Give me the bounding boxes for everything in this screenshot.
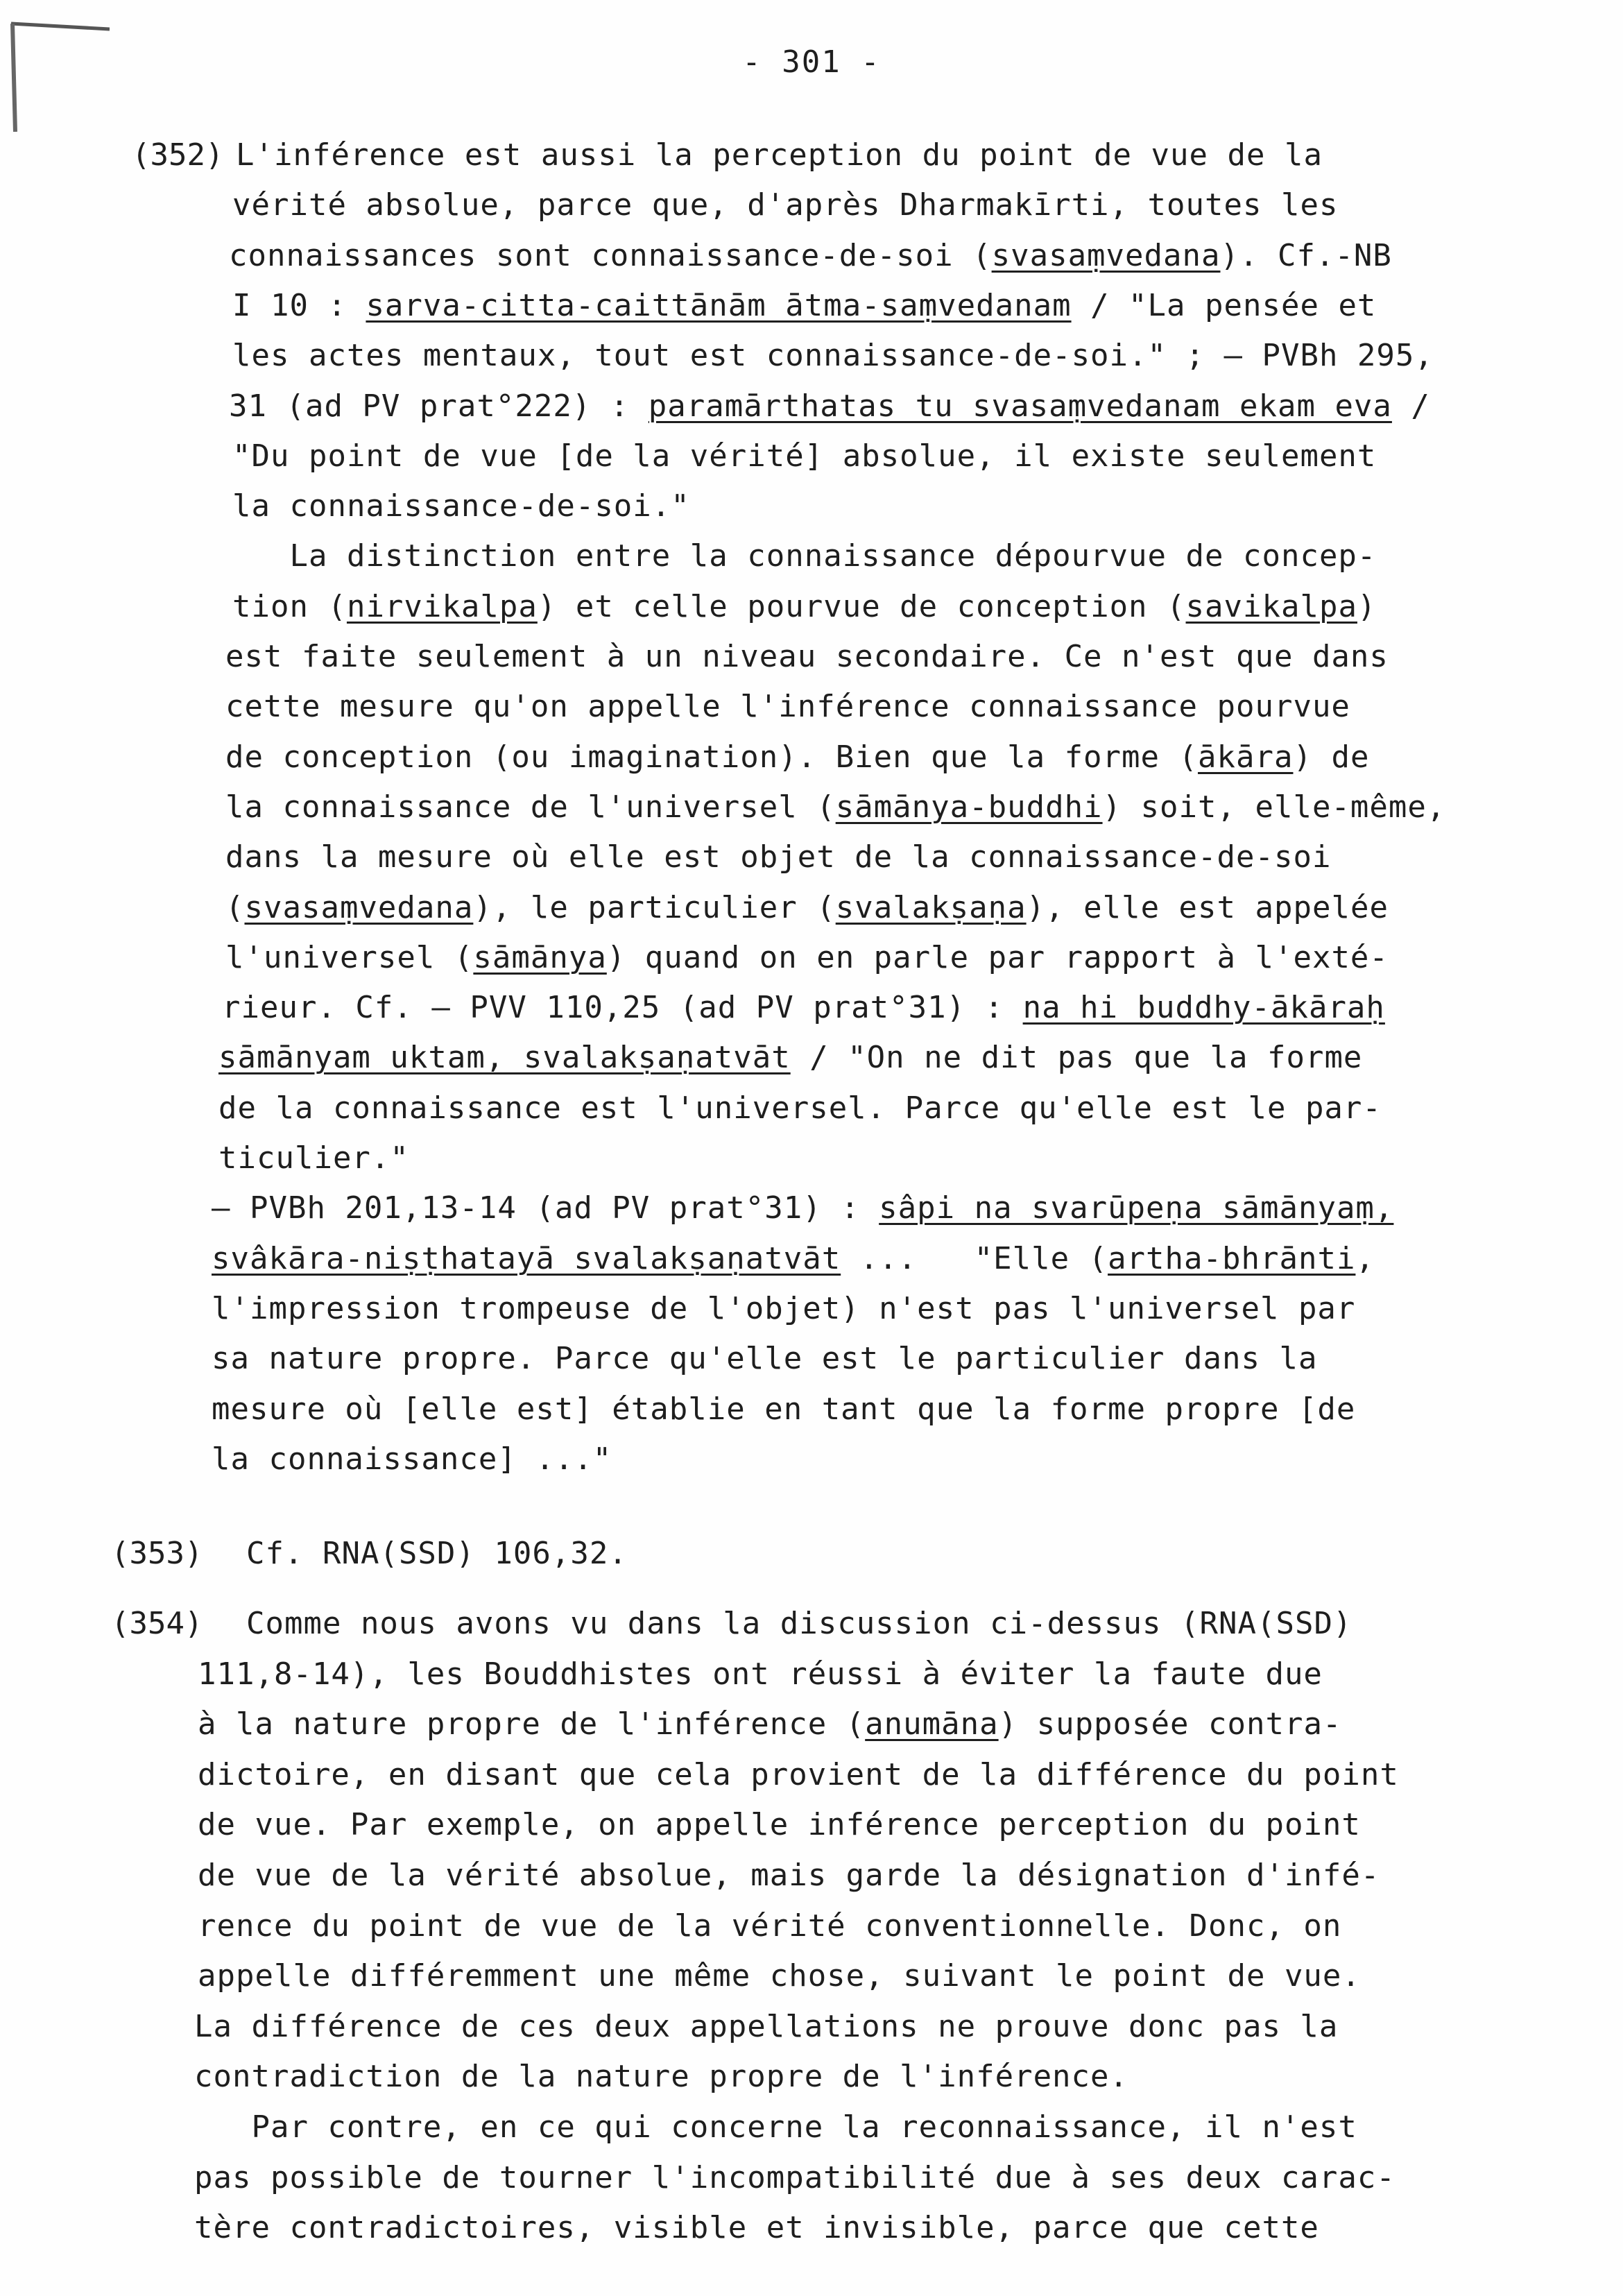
text-segment: L'inférence est aussi la perception du point de vue de la [236,137,1323,173]
text-line [194,2009,1338,2045]
text-line [222,990,1385,1026]
text-segment: tère contradictoires, visible et invisible, parce que cette [194,2210,1319,2245]
text-segment: , [1355,1241,1375,1276]
text-line [229,238,1392,274]
text-segment: pas possible de tourner l'incompatibilité due à ses deux carac- [194,2160,1396,2195]
text-line [198,1958,1361,1994]
text-line [198,1858,1380,1894]
text-line [198,1807,1361,1843]
text-line [232,338,1434,374]
text-segment: rence du point de vue de la vérité conventionnelle. Donc, on [198,1908,1342,1944]
text-segment: Par contre, en ce qui concerne la reconnaissance, il n'est [194,2109,1357,2145]
underlined-term: svasaṃvedana [991,238,1221,273]
underlined-term: anumāna [865,1706,999,1742]
text-line [225,639,1389,675]
text-line [212,1341,1317,1377]
text-segment: ) soit, elle-même, [1102,789,1446,825]
text-segment: de vue. Par exemple, on appelle inférence perception du point [198,1807,1361,1842]
text-line [212,1241,1375,1277]
text-line [232,589,1376,625]
text-segment: Cf. RNA(SSD) 106,32. [246,1536,628,1571]
text-line [225,890,1389,926]
underlined-term: svasaṃvedana [244,890,474,925]
text-segment: de conception (ou imagination). Bien que la forme ( [225,739,1199,775]
text-line [212,1391,1355,1428]
underlined-term: paramārthatas tu svasaṃvedanam ekam eva [648,388,1392,424]
text-line [212,1441,612,1477]
underlined-term: artha-bhrānti [1108,1241,1356,1276]
underlined-term: svâkāra-niṣṭhatayā svalakṣaṇatvāt [212,1241,841,1276]
text-line [225,789,1445,825]
text-line [194,2210,1319,2246]
text-line [194,2109,1357,2145]
text-line [198,1706,1341,1742]
text-segment: ) supposée contra- [998,1706,1342,1742]
text-segment: contradiction de la nature propre de l'inférence. [194,2059,1129,2094]
underlined-term: nirvikalpa [346,589,538,624]
text-segment: cette mesure qu'on appelle l'inférence connaissance pourvue [225,689,1350,724]
text-line [232,288,1376,324]
text-segment: de vue de la vérité absolue, mais garde la désignation d'infé- [198,1858,1380,1893]
text-line [229,388,1430,425]
text-line [232,488,690,524]
text-line [225,839,1331,875]
text-segment: connaissances sont connaissance-de-soi ( [229,238,992,273]
text-segment: est faite seulement à un niveau secondaire. Ce n'est que dans [225,639,1389,674]
text-line [218,1140,409,1176]
text-line [218,1090,1382,1126]
text-segment: rieur. Cf. – PVV 110,25 (ad PV prat°31) : [222,990,1023,1025]
text-line [232,438,1376,474]
underlined-term: svalakṣaṇa [835,890,1027,925]
text-segment: La différence de ces deux appellations ne prouve donc pas la [194,2009,1339,2044]
text-segment: ) quand on en parle par rapport à l'exté- [606,940,1389,975]
text-segment: ticulier." [218,1140,409,1176]
text-line [232,187,1338,223]
text-segment: sa nature propre. Parce qu'elle est le particulier dans la [212,1341,1318,1376]
page-number: - 301 - [742,44,881,80]
text-line [218,1040,1362,1076]
text-segment: appelle différemment une même chose, suivant le point de vue. [198,1958,1361,1994]
text-segment: Comme nous avons vu dans la discussion ci-dessus (RNA(SSD) [246,1606,1352,1641]
text-segment: mesure où [elle est] établie en tant que la forme propre [de [212,1391,1356,1427]
text-segment: la connaissance-de-soi." [232,488,690,524]
text-line [198,1656,1323,1693]
text-segment: tion ( [232,589,347,624]
underlined-term: sāmānyam uktam, svalakṣaṇatvāt [218,1040,791,1075]
underlined-term: na hi buddhy-ākāraḥ [1022,990,1385,1025]
text-line [232,538,1376,574]
text-segment: ), le particulier ( [473,890,836,925]
text-line [198,1757,1399,1793]
text-segment: la connaissance] ..." [212,1441,612,1477]
text-line [236,137,1323,173]
text-line [194,2160,1396,2196]
text-segment: ( [225,890,245,925]
text-segment: les actes mentaux, tout est connaissance-de-soi." ; – PVBh 295, [232,338,1434,373]
underlined-term: sāmānya-buddhi [835,789,1103,825]
text-segment: / [1391,388,1430,424]
text-line [225,739,1369,776]
text-segment: de la connaissance est l'universel. Parce qu'elle est le par- [218,1090,1382,1126]
text-segment: l'impression trompeuse de l'objet) n'est pas l'universel par [212,1291,1356,1326]
text-segment: l'universel ( [225,940,474,975]
text-segment: à la nature propre de l'inférence ( [198,1706,866,1742]
text-segment: la connaissance de l'universel ( [225,789,836,825]
text-line [246,1536,628,1572]
text-line [198,1908,1341,1944]
text-segment: I 10 : [232,288,366,323]
text-line [212,1190,1393,1226]
text-segment: 111,8-14), les Bouddhistes ont réussi à éviter la faute due [198,1656,1323,1692]
underlined-term: savikalpa [1185,589,1357,624]
text-segment: dictoire, en disant que cela provient de la différence du point [198,1757,1399,1792]
note-number: (352) [132,137,224,173]
text-segment: 31 (ad PV prat°222) : [229,388,649,424]
text-segment: / "La pensée et [1071,288,1377,323]
text-segment: ) et celle pourvue de conception ( [537,589,1186,624]
text-segment: "Du point de vue [de la vérité] absolue, il existe seulement [232,438,1377,474]
underlined-term: sarva-citta-caittānām ātma-saṃvedanam [366,288,1072,323]
text-line [225,940,1389,976]
text-segment: ) [1357,589,1377,624]
underlined-term: ākāra [1198,739,1294,775]
text-line [246,1606,1352,1642]
text-segment: / "On ne dit pas que la forme [790,1040,1363,1075]
text-segment: dans la mesure où elle est objet de la connaissance-de-soi [225,839,1332,875]
text-line [225,689,1350,725]
text-line [194,2059,1128,2095]
text-segment: ... "Elle ( [841,1241,1108,1276]
text-segment: ). Cf.-NB [1220,238,1392,273]
text-line [212,1291,1355,1327]
text-segment: – PVBh 201,13-14 (ad PV prat°31) : [212,1190,879,1226]
note-number: (353) [111,1536,203,1571]
text-segment: ), elle est appelée [1026,890,1389,925]
text-segment: vérité absolue, parce que, d'après Dharmakīrti, toutes les [232,187,1339,223]
underlined-term: sāmānya [473,940,607,975]
underlined-term: sâpi na svarūpeṇa sāmānyaṃ, [879,1190,1394,1226]
text-segment: La distinction entre la connaissance dépourvue de concep- [232,538,1377,574]
note-number: (354) [111,1606,203,1641]
text-segment: ) de [1293,739,1370,775]
